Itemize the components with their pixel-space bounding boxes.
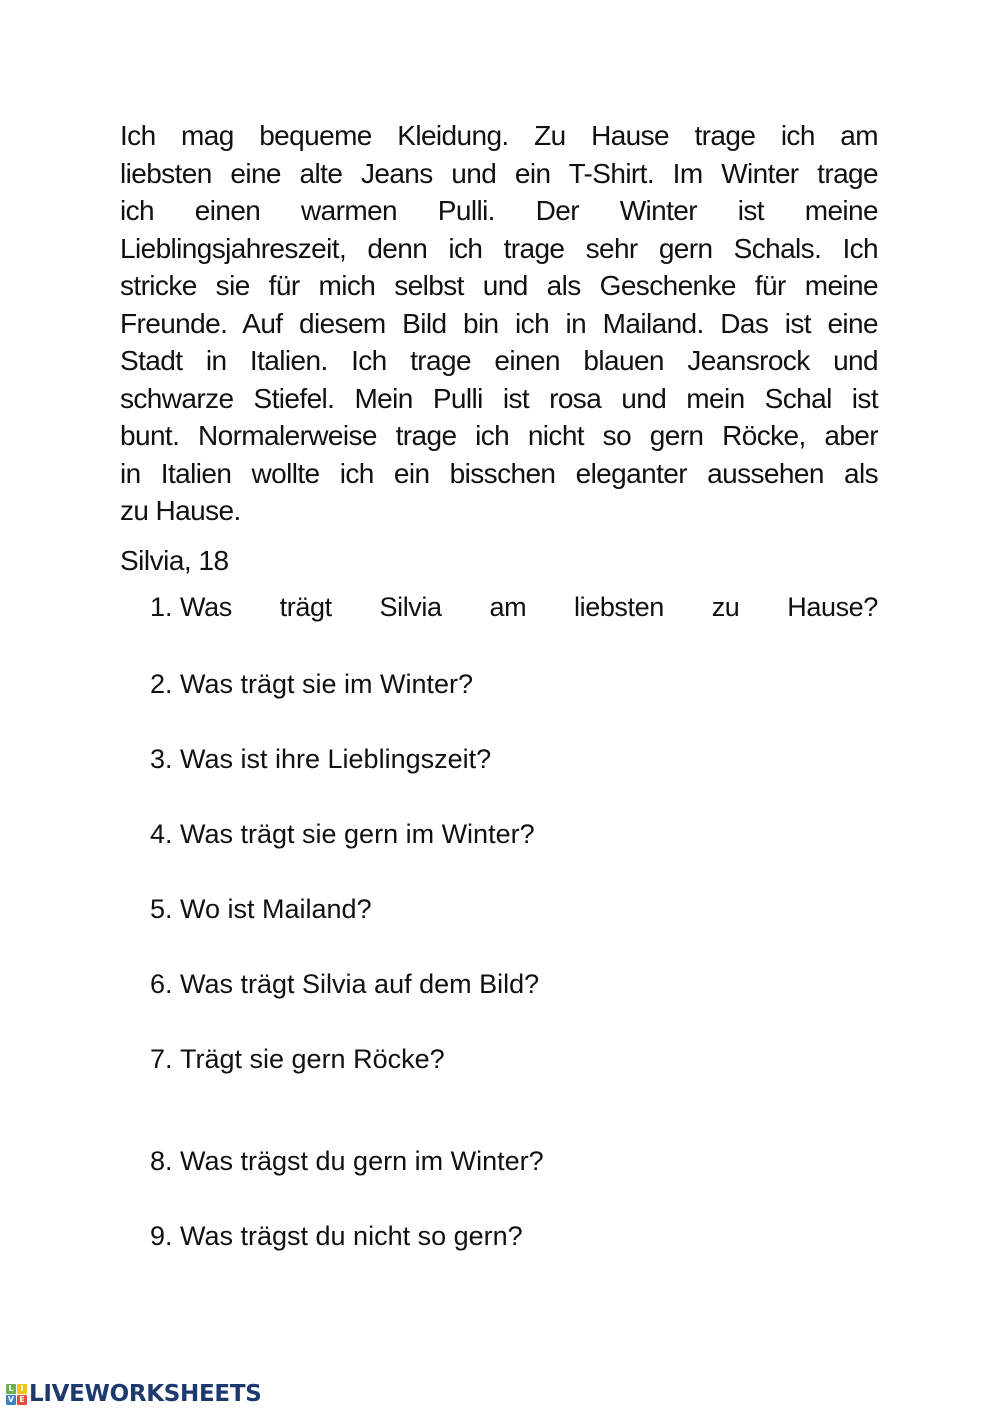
question-item: [150, 967, 878, 1001]
question-word: trägt: [279, 592, 332, 622]
question-number: 8.: [150, 1146, 173, 1176]
question-number: 3.: [150, 744, 173, 774]
question-word: Silvia: [379, 592, 442, 622]
question-item: [150, 667, 878, 701]
passage-line: Ich mag bequeme Kleidung. Zu Hause trage ich am: [120, 120, 878, 151]
passage-line: Stadt in Italien. Ich trage einen blauen Jeansrock und: [120, 345, 878, 376]
question-word: am: [489, 592, 527, 622]
author-signature: Silvia, 18: [120, 545, 229, 576]
question-text: Trägt sie gern Röcke?: [180, 1044, 445, 1074]
logo-tile-e: E: [17, 1395, 27, 1405]
question-word: zu: [711, 592, 740, 622]
question-number: 4.: [150, 819, 173, 849]
question-number: 1.: [150, 592, 173, 622]
passage-line: bunt. Normalerweise trage ich nicht so gern Röcke, aber: [120, 420, 878, 451]
passage-line: ich einen warmen Pulli. Der Winter ist meine: [120, 195, 878, 226]
question-item: [150, 1144, 878, 1178]
question-text: [180, 590, 878, 624]
question-item: [150, 1042, 878, 1076]
question-text: Was trägt sie im Winter?: [180, 669, 474, 699]
passage-line: in Italien wollte ich ein bisschen eleganter aussehen als: [120, 457, 878, 489]
question-word: liebsten: [574, 592, 664, 622]
question-text: Was trägst du nicht so gern?: [180, 1221, 523, 1251]
question-item: [150, 1219, 878, 1253]
logo-tiles-icon: [6, 1384, 27, 1405]
question-word: Hause?: [787, 592, 878, 622]
question-number: 9.: [150, 1221, 173, 1251]
logo-wordmark: LIVEWORKSHEETS: [29, 1381, 262, 1407]
passage-line: zu Hause.: [120, 495, 241, 526]
question-text: Was trägt Silvia auf dem Bild?: [180, 969, 540, 999]
passage-line: stricke sie für mich selbst und als Geschenke für meine: [120, 270, 878, 301]
question-item: [150, 892, 878, 926]
question-text: Was trägst du gern im Winter?: [180, 1146, 544, 1176]
question-item: [150, 742, 878, 776]
logo-tile-l: L: [6, 1384, 16, 1394]
passage-line: Freunde. Auf diesem Bild bin ich in Mailand. Das ist eine: [120, 307, 878, 339]
question-number: 2.: [150, 669, 173, 699]
passage-line: liebsten eine alte Jeans und ein T-Shirt. Im Winter trage: [120, 157, 878, 189]
question-number: 7.: [150, 1044, 173, 1074]
question-text: Was ist ihre Lieblingszeit?: [180, 744, 492, 774]
question-word: Was: [180, 592, 232, 622]
question-item: [150, 817, 878, 851]
question-number: 5.: [150, 894, 173, 924]
passage-line: schwarze Stiefel. Mein Pulli ist rosa und mein Schal ist: [120, 382, 878, 414]
passage-line: Lieblingsjahreszeit, denn ich trage sehr gern Schals. Ich: [120, 232, 878, 264]
question-text: Was trägt sie gern im Winter?: [180, 819, 535, 849]
question-text: Wo ist Mailand?: [180, 894, 372, 924]
logo-tile-v: V: [7, 1394, 15, 1404]
question-item: [150, 590, 878, 624]
logo-tile-i: I: [17, 1384, 27, 1394]
liveworksheets-logo[interactable]: [6, 1381, 261, 1407]
question-number: 6.: [150, 969, 173, 999]
reading-passage: [120, 117, 878, 530]
